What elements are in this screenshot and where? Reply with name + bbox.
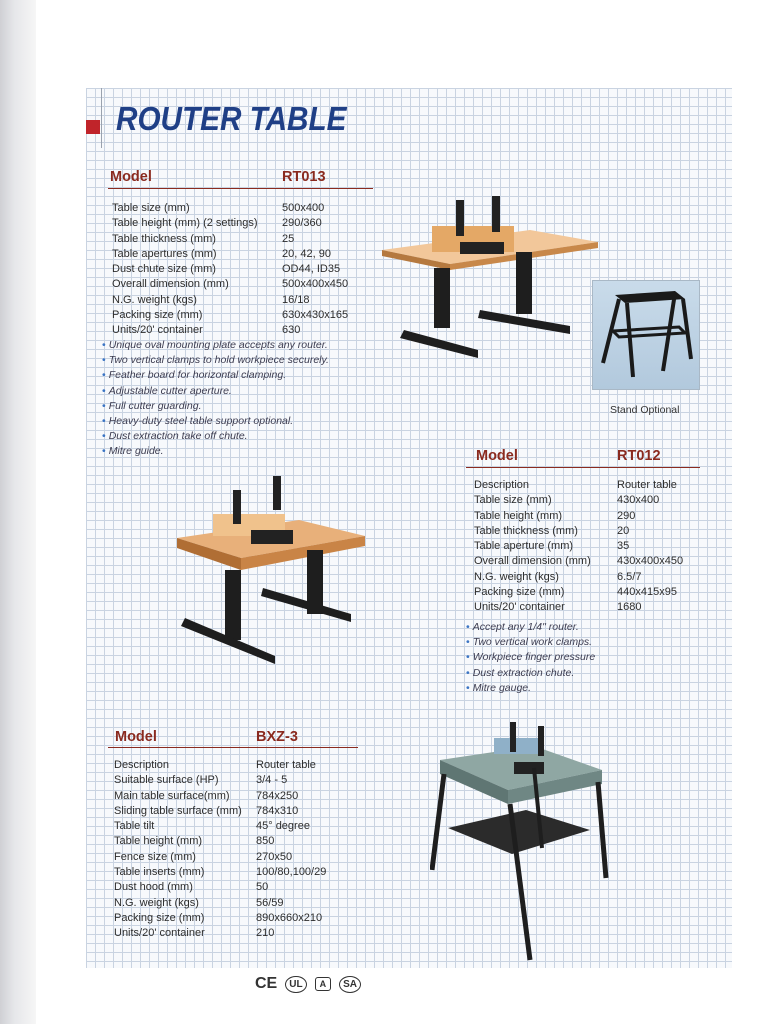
- stand-caption: Stand Optional: [610, 404, 680, 416]
- rt013-leg-left: [434, 268, 450, 328]
- bullet-icon: •: [466, 621, 470, 633]
- bxz3-spec-label: Fence size (mm): [114, 850, 196, 863]
- rt012-feature-item: [466, 650, 595, 665]
- rt013-spec-label: Dust chute size (mm): [112, 263, 216, 276]
- bxz3-spec-value: 100/80,100/29: [256, 866, 327, 879]
- bxz3-spec-value: 56/59: [256, 896, 284, 909]
- rt012-spec-value: 440x415x95: [617, 586, 677, 599]
- rt012-spec-value: 430x400x450: [617, 555, 684, 568]
- bxz3-spec-label: Sliding table surface (mm): [114, 804, 242, 817]
- bullet-icon: •: [466, 666, 470, 679]
- stand-leg-4: [683, 299, 691, 359]
- rt013-feature-text: Adjustable cutter aperture.: [108, 384, 232, 397]
- bxz3-spec-label: N.G. weight (kgs): [114, 896, 199, 909]
- rt012-spec-label: Description: [474, 479, 530, 491]
- rt013-feature-text: Dust extraction take off chute.: [108, 430, 248, 443]
- bullet-icon: •: [102, 414, 106, 427]
- csa-mark: SA: [339, 976, 361, 993]
- stand-brace: [613, 327, 685, 337]
- bullet-icon: •: [466, 681, 470, 694]
- rt013-feature-item: [102, 338, 329, 353]
- bxz3-leg-1: [432, 774, 444, 870]
- rt012-spec-values: [617, 478, 683, 616]
- rt012-spec-label: Packing size (mm): [474, 586, 565, 599]
- bullet-icon: •: [102, 384, 106, 397]
- bxz3-spec-value: Router table: [256, 759, 316, 771]
- rt013-feature-text: Two vertical clamps to hold workpiece securely.: [108, 354, 329, 367]
- rt013-feature-item: [102, 353, 329, 368]
- page-title: ROUTER TABLE: [116, 100, 347, 137]
- rt013-spec-value: 500x400: [282, 202, 325, 214]
- bxz3-rule: [108, 747, 358, 748]
- gs-mark: A: [315, 977, 332, 991]
- bxz3-clamp-right: [538, 726, 544, 756]
- rt012-spec-value: 430x400: [617, 494, 660, 507]
- bxz3-spec-value: 784x310: [256, 804, 299, 817]
- rt012-spec-label: N.G. weight (kgs): [474, 570, 559, 583]
- rt012-spec-value: 290: [617, 509, 636, 522]
- bxz3-spec-value: 784x250: [256, 789, 299, 802]
- rt013-spec-label: Table height (mm) (2 settings): [112, 217, 258, 230]
- rt012-spec-value: 20: [617, 524, 630, 537]
- bxz3-spec-labels: [114, 758, 242, 942]
- bullet-icon: •: [102, 354, 106, 367]
- rt013-spec-value: 25: [282, 232, 295, 245]
- rt013-spec-label: Table apertures (mm): [112, 247, 217, 260]
- title-marker: [86, 120, 100, 134]
- rt013-features: [102, 338, 329, 460]
- bullet-icon: •: [102, 430, 106, 443]
- rt013-rule: [108, 188, 373, 189]
- rt013-spec-value: 20, 42, 90: [282, 247, 331, 260]
- rt012-spec-value: 6.5/7: [617, 570, 642, 583]
- rt013-spec-label: Table size (mm): [112, 202, 190, 214]
- bxz3-spec-value: 3/4 - 5: [256, 774, 288, 787]
- rt013-plate: [460, 242, 504, 254]
- bxz3-spec-label: Table tilt: [114, 820, 155, 833]
- rt012-rule: [466, 467, 700, 468]
- rt013-feature-text: Feather board for horizontal clamping.: [108, 369, 287, 382]
- bullet-icon: •: [466, 636, 470, 649]
- rt012-foot-right: [261, 588, 351, 622]
- ul-mark: UL: [285, 976, 306, 993]
- bxz3-spec-value: 270x50: [256, 850, 293, 863]
- bxz3-clamp-left: [510, 722, 516, 752]
- certification-logos: [255, 975, 361, 993]
- rt013-spec-label: N.G. weight (kgs): [112, 293, 197, 306]
- rt012-spec-label: Table height (mm): [474, 509, 563, 522]
- rt012-feature-text: Two vertical work clamps.: [472, 636, 593, 649]
- rt013-model-label: Model: [110, 169, 152, 185]
- bxz3-spec-label: Units/20' container: [114, 927, 205, 940]
- rt013-clamp-right: [492, 196, 500, 232]
- rt013-spec-labels: [112, 201, 258, 339]
- rt012-feature-item: [466, 666, 595, 681]
- stand-leg-3: [663, 293, 675, 371]
- rt012-spec-labels: [474, 478, 591, 616]
- rt012-spec-label: Overall dimension (mm): [474, 555, 591, 568]
- rt013-spec-label: Packing size (mm): [112, 309, 203, 322]
- rt013-feature-item: [102, 368, 329, 383]
- rt012-feature-item: [466, 635, 595, 650]
- rt012-spec-value: 1680: [617, 601, 642, 614]
- rt012-clamp-left: [233, 490, 241, 524]
- rt013-feature-item: [102, 384, 329, 399]
- stand-photo: [592, 280, 700, 390]
- rt012-feature-text: Mitre gauge.: [472, 681, 532, 694]
- bxz3-spec-label: Table height (mm): [114, 835, 203, 848]
- bxz3-spec-label: Table inserts (mm): [114, 866, 205, 879]
- rt012-spec-label: Units/20' container: [474, 601, 565, 614]
- rt013-spec-value: 16/18: [282, 293, 310, 306]
- stand-drawing: [593, 281, 699, 389]
- rt012-feature-text: Workpiece finger pressure: [472, 651, 596, 664]
- rt013-spec-value: 500x400x450: [282, 278, 349, 291]
- ce-mark: CE: [255, 975, 278, 992]
- rt012-spec-value: 35: [617, 540, 630, 553]
- bxz3-spec-label: Dust hood (mm): [114, 881, 193, 894]
- rt012-feature-text: Accept any 1/4" router.: [472, 621, 579, 633]
- rt013-spec-value: OD44, ID35: [282, 263, 341, 276]
- bxz3-shelf: [448, 810, 590, 854]
- bxz3-model-code: BXZ-3: [256, 729, 298, 745]
- rt012-leg-left: [225, 570, 241, 640]
- bullet-icon: •: [102, 445, 106, 458]
- rt012-spec-value: Router table: [617, 479, 677, 491]
- rt012-plate: [251, 530, 293, 544]
- bxz3-spec-value: 210: [256, 927, 275, 940]
- bxz3-spec-label: Packing size (mm): [114, 911, 205, 924]
- rt013-feature-text: Mitre guide.: [108, 445, 164, 458]
- bxz3-spec-value: 45° degree: [256, 820, 310, 833]
- page-spine: [0, 0, 36, 1024]
- rt013-router-table-photo: [380, 190, 602, 360]
- bxz3-spec-label: Suitable surface (HP): [114, 774, 219, 787]
- rt012-feature-item: [466, 681, 595, 696]
- bullet-icon: •: [102, 369, 106, 382]
- rt013-clamp-left: [456, 200, 464, 236]
- bxz3-spec-value: 850: [256, 835, 275, 848]
- rt013-foot-left: [400, 330, 478, 358]
- rt013-spec-label: Overall dimension (mm): [112, 278, 229, 291]
- rt013-spec-value: 630x430x165: [282, 309, 349, 322]
- rt013-feature-item: [102, 399, 329, 414]
- rt012-model-code: RT012: [617, 448, 661, 464]
- rt013-spec-values: [282, 201, 348, 339]
- rt013-leg-right: [516, 252, 532, 314]
- rt013-model-code: RT013: [282, 169, 326, 185]
- bxz3-spec-label: Description: [114, 759, 170, 771]
- bullet-icon: •: [102, 399, 106, 412]
- rt013-spec-label: Units/20' container: [112, 324, 203, 337]
- rt012-spec-label: Table thickness (mm): [474, 524, 578, 537]
- rt013-feature-item: [102, 414, 329, 429]
- rt012-features: [466, 620, 595, 696]
- title-divider: [101, 88, 102, 148]
- rt012-spec-label: Table size (mm): [474, 494, 552, 507]
- rt013-feature-text: Unique oval mounting plate accepts any router.: [108, 339, 328, 351]
- bxz3-router-table-photo: [430, 718, 610, 963]
- bxz3-spec-value: 890x660x210: [256, 911, 323, 924]
- rt013-feature-text: Full cutter guarding.: [108, 399, 202, 412]
- bullet-icon: •: [466, 651, 470, 664]
- rt013-spec-value: 630: [282, 324, 301, 337]
- bullet-icon: •: [102, 339, 106, 351]
- rt013-feature-text: Heavy-duty steel table support optional.: [108, 414, 294, 427]
- bxz3-spec-value: 50: [256, 881, 269, 894]
- rt012-router-table-photo: [175, 470, 370, 670]
- rt013-feature-item: [102, 444, 329, 459]
- rt013-spec-label: Table thickness (mm): [112, 232, 216, 245]
- rt013-spec-value: 290/360: [282, 217, 322, 230]
- rt012-clamp-right: [273, 476, 281, 510]
- stand-leg-2: [627, 303, 633, 377]
- rt012-feature-item: [466, 620, 595, 635]
- bxz3-model-label: Model: [115, 729, 157, 745]
- bxz3-spec-label: Main table surface(mm): [114, 789, 230, 802]
- bxz3-plate: [514, 762, 544, 774]
- rt012-model-label: Model: [476, 448, 518, 464]
- bxz3-leg-3: [598, 782, 606, 878]
- bxz3-spec-values: [256, 758, 326, 942]
- rt012-spec-label: Table aperture (mm): [474, 540, 574, 553]
- rt013-feature-item: [102, 429, 329, 444]
- rt012-feature-text: Dust extraction chute.: [472, 666, 575, 679]
